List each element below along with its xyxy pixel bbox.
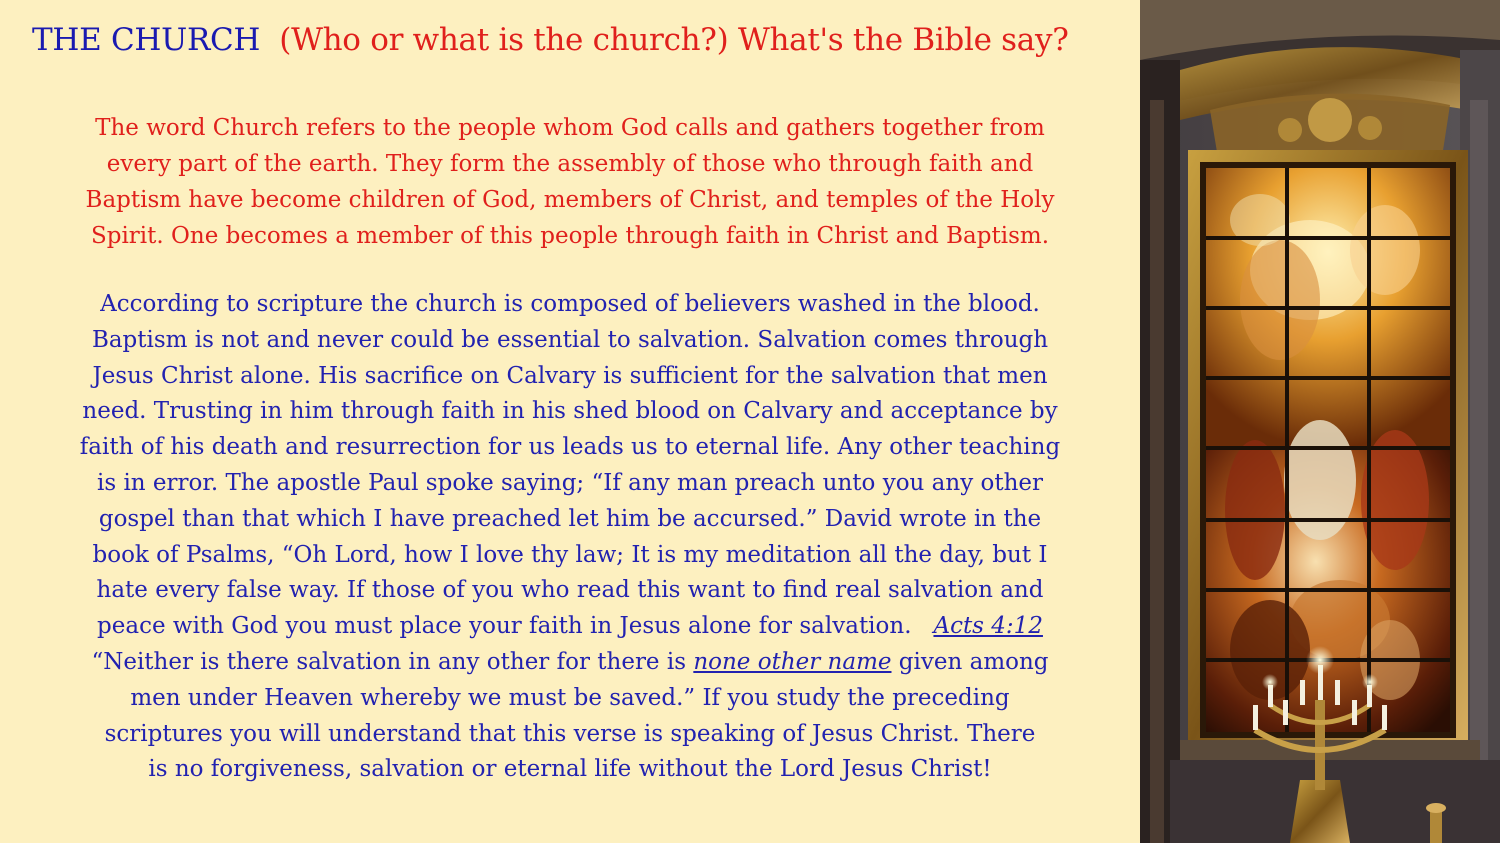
title-question: (Who or what is the church?) What's the Bible say?	[279, 22, 1069, 58]
emphasis-none-other-name: none other name	[693, 648, 892, 675]
text-line: faith of his death and resurrection for us leads us to eternal life. Any other teaching	[79, 434, 1061, 461]
church-definition-paragraph	[40, 110, 1100, 254]
slide-title	[32, 22, 1069, 58]
text-line	[40, 609, 1100, 645]
text-line: Jesus Christ alone. His sacrifice on Calvary is sufficient for the salvation that men	[92, 362, 1048, 389]
text-line: every part of the earth. They form the assembly of those who through faith and	[106, 151, 1034, 177]
acts-reference: Acts 4:12	[933, 613, 1043, 640]
text-line: According to scripture the church is composed of believers washed in the blood.	[100, 291, 1040, 317]
text-line: hate every false way. If those of you who read this want to find real salvation and	[96, 577, 1044, 604]
stained-glass-photo	[1140, 0, 1500, 843]
text-line	[40, 645, 1100, 681]
text-line: scriptures you will understand that this verse is speaking of Jesus Christ. There	[104, 720, 1036, 747]
text-line: The word Church refers to the people whom God calls and gathers together from	[95, 115, 1045, 141]
line-text: given among	[891, 648, 1049, 675]
text-line: gospel than that which I have preached let him be accursed.” David wrote in the	[98, 505, 1042, 532]
line-text: peace with God you must place your faith in Jesus alone for salvation.	[97, 613, 934, 640]
text-line: need. Trusting in him through faith in his shed blood on Calvary and acceptance by	[82, 398, 1058, 425]
line-text: “Neither is there salvation in any other for there is	[91, 648, 694, 675]
text-line: Baptism is not and never could be essential to salvation. Salvation comes through	[91, 326, 1049, 353]
text-line: is no forgiveness, salvation or eternal life without the Lord Jesus Christ!	[148, 756, 992, 783]
text-line: Baptism have become children of God, members of Christ, and temples of the Holy	[85, 187, 1055, 213]
text-line: Spirit. One becomes a member of this people through faith in Christ and Baptism.	[90, 223, 1050, 249]
stained-glass-window-image	[1140, 0, 1500, 843]
text-line: men under Heaven whereby we must be saved.” If you study the preceding	[130, 684, 1010, 711]
title-main: THE CHURCH	[32, 22, 261, 58]
scripture-paragraph	[40, 287, 1100, 788]
text-line: book of Psalms, “Oh Lord, how I love thy law; It is my meditation all the day, but I	[92, 541, 1048, 568]
text-line: is in error. The apostle Paul spoke saying; “If any man preach unto you any other	[96, 469, 1044, 496]
